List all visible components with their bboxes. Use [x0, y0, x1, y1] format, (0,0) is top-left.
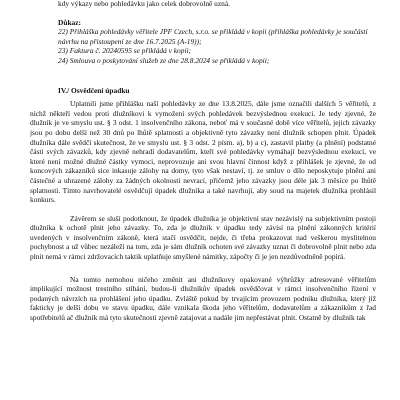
body-paragraph: Závěrem se sluší podotknout, že úpadek dlužníka je objektivní stav nezávislý na subjektivním postoji dlužníka k ochotě plnit jeho závazky. To, zda je dlužník v úpadku tedy závisí na plnění zákonných kritérií uvedených v insolvenčním zákoně, která stačí osvědčit, nejde, či třeba prokazovat nad veškerou myslitelnou pochybnost a už vůbec nezáleží na tom, zda je sám dlužník ochoten své závazky uznat či dobrovolně plnit nebo zda plnit nemá v rámci zdržovacích taktik uplatňuje smyšlené námitky, zápočty či je jen nezdůvodněně popírá.: [30, 213, 376, 262]
evidence-title: Důkaz:: [58, 17, 81, 27]
evidence-list: [30, 27, 376, 65]
section-heading: IV./ Osvědčení úpadku: [58, 85, 130, 95]
body-paragraph: Na tomto nemohou ničeho změnit ani dlužníkovy opakované výhrůžky adresované věřitelům implikující možnost trestního stíhání, budou-li dlužníkův úpadek osvědčovat v rámci insolvenčního řízení v podaných návrzích na prohlášení jeho úpadku. Zvláště pokud by trvajícím provozem podniku dlužníka, který již fakticky je delší dobu ve stavu úpadku, dále vznikala škoda jeho věřitelům, dodavatelům a zákazníkům z řad spotřebitelů ač dlužník má tyto skutečnosti zjevně zatajovat a nadále jim nepřestávat plnit. Ostatně by dlužník tak: [30, 274, 376, 323]
continued-text-line: kdy výkazy nebo pohledávku jako celek dobrovolně uzná.: [58, 0, 230, 8]
body-paragraph: Uplatnili jsme přihlášku naší pohledávky ze dne 13.8.2025, dále jsme označili dalších 5 věřitelů, z nichž někteří vedou proti dlužníkovi k vymožení svých pohledávek bezvýslednou exekuci. Je tedy zjevné, že dlužník je ve smyslu ust. § 3 odst. 1 insolvenčního zákona, neboť má v současné době více věřitelů, jejich závazky jsou po dobu delší než 30 dnů po lhůtě splatnosti a objektivně tyto závazky není dlužník schopen plnit. Úpadek dlužníka dále svědčí skutečnost, že ve smyslu ust. § 3 odst. 2 písm. a), b) a c), zastavil platby (a plnění) podstatné části svých závazků, kdy zjevně nehradí dodavatelům, kteří své pohledávky vymáhají bezvýslednou exekucí, ve které není možné dlužné částky vymoci, neprovozuje ani svou hlavní činnost když z přihlášek je zjevné, že od koncových zákazníků sice inkasuje zálohy na domy, tyto však nestaví, tj. ze smluv o dílo neposkytuje plnění ani částečné a uhrazené zálohy za žádných okolností nevrací, přičemž jeho závazky jsou déle jak 3 měsíce po lhůtě splatnosti. Tímto navrhovatelé osvědčují úpadek dlužníka a také navrhují, aby soud na majetek dlužníka prohlásil konkurs.: [30, 99, 376, 205]
evidence-item: 24) Smlouva o poskytování služeb ze dne 28.8.2024 se přikládá v kopii;: [58, 55, 270, 65]
evidence-item: 23) Faktura č. 20240595 se přikládá v kopii;: [58, 46, 192, 56]
evidence-item: 22) Přihláška pohledávky věřitele JPF Czech, s.r.o. se přikládá v kopii (přihláška pohledávky je součástí návrhu na přistoupení ze dne 16.7.2025 (A-19));: [58, 27, 368, 46]
